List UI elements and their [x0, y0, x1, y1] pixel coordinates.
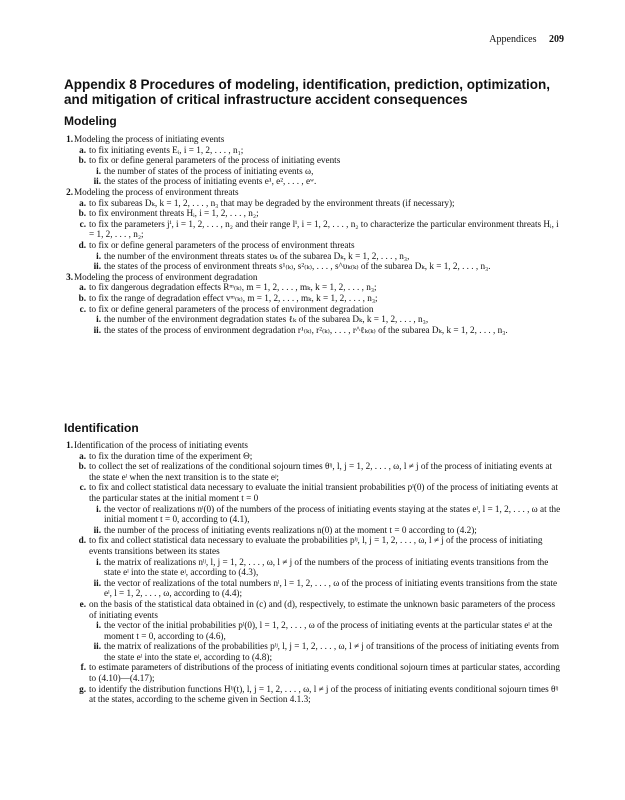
- item-label: 1.: [66, 134, 73, 144]
- item-label: e.: [79, 598, 86, 609]
- running-header-section: Appendices: [489, 34, 537, 45]
- page-number: 209: [549, 34, 564, 45]
- list-item: [64, 578, 564, 599]
- list-item: [64, 662, 564, 683]
- item-text: Modeling the process of environment threats: [74, 186, 239, 197]
- item-label: 3.: [66, 271, 73, 282]
- item-text: to fix and collect statistical data necessary to evaluate the probabilities pˡʲ, l, j = 1, 2, . . . , ω, l ≠ j of the process of initiating events transitions between its states: [89, 535, 543, 556]
- item-label: i.: [96, 314, 101, 325]
- item-text: the states of the process of initiating events e¹, e², . . . , eʷ.: [104, 176, 317, 187]
- item-text: to fix or define general parameters of the process of environment degradation: [89, 303, 374, 314]
- list-item: [64, 208, 564, 219]
- item-text: the matrix of realizations of the probabilities pˡʲ, l, j = 1, 2, . . . , ω, l ≠ j of transitions of the process of initiating events from the state eˡ into the state eʲ, according to (4.8);: [104, 641, 560, 662]
- item-label: c.: [79, 303, 86, 314]
- item-label: i.: [96, 556, 101, 567]
- list-item: [64, 304, 564, 315]
- list-item: [64, 684, 564, 705]
- item-text: the number of the environment degradation states ℓₖ of the subarea Dₖ, k = 1, 2, . . . , n₃,: [104, 314, 429, 325]
- list-item: [64, 187, 564, 198]
- item-text: to estimate parameters of distributions of the process of initiating events conditional sojourn times at particular states, according to (4.10)—(4.17);: [89, 662, 560, 684]
- item-text: to collect the set of realizations of the conditional sojourn times θˡʲ, l, j = 1, 2, . . . , ω, l ≠ j of the process of initiating events at the state eˡ when the next transition is to the state eʲ;: [89, 461, 552, 482]
- item-label: a.: [79, 197, 86, 208]
- list-item: [64, 251, 564, 262]
- list-item: [64, 155, 564, 166]
- list-item: [64, 641, 564, 662]
- item-text: on the basis of the statistical data obtained in (c) and (d), respectively, to estimate the unknown basic parameters of the process of initiating events: [89, 598, 556, 620]
- identification-list: [64, 440, 564, 705]
- item-text: to fix the duration time of the experiment Θ;: [89, 450, 253, 461]
- list-item: [64, 620, 564, 641]
- item-label: 2.: [66, 186, 73, 197]
- item-label: b.: [78, 461, 86, 472]
- item-text: to fix and collect statistical data necessary to evaluate the initial transient probabilities pˡ(0) of the process of initiating events at the particular states at the initial moment t = 0: [89, 482, 558, 503]
- list-item: [64, 599, 564, 620]
- item-label: ii.: [93, 641, 101, 652]
- list-item: [64, 293, 564, 304]
- identification-heading: Identification: [64, 421, 139, 435]
- item-label: i.: [96, 165, 101, 176]
- list-item: [64, 145, 564, 156]
- list-item: [64, 261, 564, 272]
- list-item: [64, 176, 564, 187]
- list-item: [64, 272, 564, 283]
- item-label: b.: [78, 292, 86, 303]
- item-label: i.: [96, 620, 101, 631]
- item-text: to fix or define general parameters of the process of initiating events: [89, 155, 341, 166]
- list-item: [64, 240, 564, 251]
- list-item: [64, 557, 564, 578]
- item-text: Modeling the process of environment degradation: [74, 271, 258, 282]
- list-item: [64, 525, 564, 536]
- item-label: a.: [79, 450, 86, 461]
- item-text: the vector of realizations nˡ(0) of the numbers of the process of initiating events staying at the states eˡ, l = 1, 2, . . . , ω at the initial moment t = 0, according to (4.1),: [104, 503, 561, 525]
- item-text: the states of the process of environment degradation r¹₍ₖ₎, r²₍ₖ₎, . . . , r^ℓₖ₍ₖ₎ of the subarea Dₖ, k = 1, 2, . . . , n₃.: [104, 324, 508, 335]
- appendix-title: Appendix 8 Procedures of modeling, identification, prediction, optimization, and mitigation of critical infrastructure accident consequences: [64, 77, 551, 107]
- item-text: to fix subareas Dₖ, k = 1, 2, . . . , n₃ that may be degraded by the environment threats (if necessary);: [89, 197, 455, 208]
- item-text: to fix environment threats Hᵢ, i = 1, 2, . . . , n₂;: [89, 208, 259, 219]
- item-label: a.: [79, 144, 86, 155]
- running-header: [489, 34, 564, 45]
- item-text: the vector of the initial probabilities pˡ(0), l = 1, 2, . . . , ω of the process of initiating events at the particular states eˡ at the moment t = 0, according to (4.6),: [104, 620, 553, 641]
- list-item: [64, 461, 564, 482]
- item-label: ii.: [93, 577, 101, 588]
- item-text: to fix initiating events Eᵢ, i = 1, 2, . . . , n₁;: [89, 144, 244, 155]
- item-text: to fix or define general parameters of the process of environment threats: [89, 239, 355, 250]
- item-text: to fix the range of degradation effect vᵐ₍ₖ₎, m = 1, 2, . . . , mₖ, k = 1, 2, . . . , n₃;: [89, 292, 378, 303]
- item-label: i.: [96, 250, 101, 261]
- item-label: c.: [79, 482, 86, 493]
- item-text: to fix the parameters jⁱ, i = 1, 2, . . . , n₂ and their range lⁱ, i = 1, 2, . . . , n₂ to characterize the particular environment threats Hᵢ, i = 1, 2, . . . , n₂;: [89, 218, 559, 240]
- item-label: f.: [80, 662, 86, 673]
- item-text: the states of the process of environment threats s¹₍ₖ₎, s²₍ₖ₎, . . . , s^υₖ₍ₖ₎ of the subarea Dₖ, k = 1, 2, . . . , n₃.: [104, 261, 491, 272]
- item-text: to fix dangerous degradation effects Rᵐ₍ₖ₎, m = 1, 2, . . . , mₖ, k = 1, 2, . . . , n₃;: [89, 282, 377, 293]
- list-item: [64, 535, 564, 556]
- item-label: i.: [96, 503, 101, 514]
- item-text: the number of states of the process of initiating events ω,: [104, 165, 314, 176]
- list-item: [64, 482, 564, 503]
- list-item: [64, 282, 564, 293]
- item-text: the number of the process of initiating events realizations n(0) at the moment t = 0 according to (4.2);: [104, 524, 477, 535]
- item-text: Modeling the process of initiating events: [74, 134, 225, 144]
- item-label: b.: [78, 155, 86, 166]
- list-item: [64, 504, 564, 525]
- item-text: the vector of realizations of the total numbers nˡ, l = 1, 2, . . . , ω of the process of initiating events transitions from the state eˡ, l = 1, 2, . . . , ω, according to (4.4);: [104, 577, 558, 599]
- item-label: ii.: [93, 261, 101, 272]
- item-label: b.: [78, 208, 86, 219]
- item-text: Identification of the process of initiating events: [74, 440, 249, 450]
- item-text: to identify the distribution functions Hˡʲ(t), l, j = 1, 2, . . . , ω, l ≠ j of the process of initiating events conditional sojourn times θˡʲ at the states, according to the scheme given in Section 4.1.3;: [89, 683, 559, 705]
- list-item: [64, 219, 564, 240]
- list-item: [64, 440, 564, 451]
- item-label: d.: [78, 239, 86, 250]
- item-text: the matrix of realizations nˡʲ, l, j = 1, 2, . . . , ω, l ≠ j of the numbers of the process of initiating events transitions from the state eˡ into the state eʲ, according to (4.3),: [104, 556, 549, 578]
- item-label: ii.: [93, 324, 101, 335]
- item-label: 1.: [66, 440, 73, 450]
- item-label: d.: [78, 535, 86, 546]
- item-label: ii.: [93, 176, 101, 187]
- item-label: g.: [79, 683, 86, 694]
- list-item: [64, 134, 564, 145]
- list-item: [64, 451, 564, 462]
- list-item: [64, 325, 564, 336]
- item-label: ii.: [93, 524, 101, 535]
- list-item: [64, 166, 564, 177]
- list-item: [64, 198, 564, 209]
- item-label: c.: [79, 218, 86, 229]
- modeling-list: [64, 134, 564, 335]
- list-item: [64, 314, 564, 325]
- modeling-heading: Modeling: [64, 114, 117, 128]
- item-text: the number of the environment threats states υₖ of the subarea Dₖ, k = 1, 2, . . . , n₃,: [104, 250, 410, 261]
- item-label: a.: [79, 282, 86, 293]
